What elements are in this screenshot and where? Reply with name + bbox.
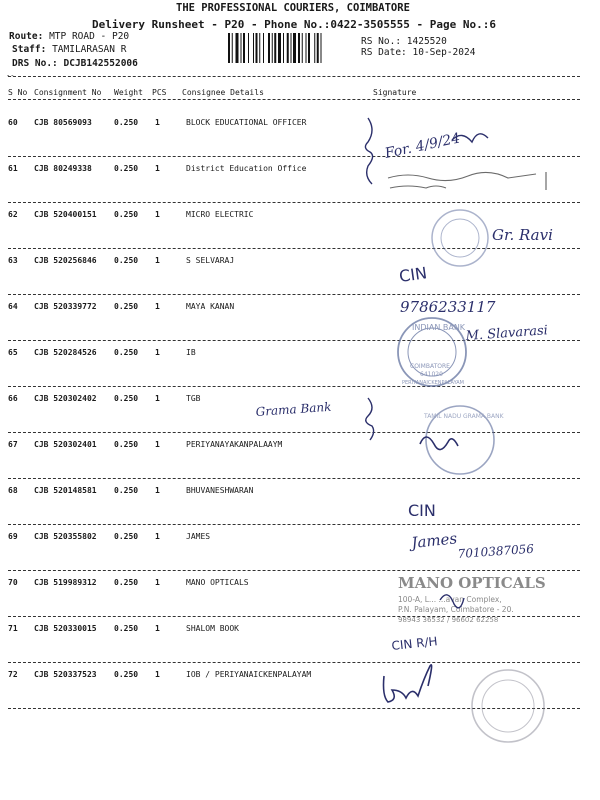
drs-label: DRS No.: bbox=[12, 58, 58, 69]
mano-opticals-stamp-addr2: P.N. Palayam, Coimbatore - 20. bbox=[398, 605, 514, 614]
row-weight: 0.250 bbox=[114, 348, 139, 357]
header-top-rule bbox=[8, 76, 580, 77]
row-pcs: 1 bbox=[155, 532, 160, 541]
row-separator bbox=[8, 202, 580, 203]
row-weight: 0.250 bbox=[114, 118, 139, 127]
row-sno: 68 bbox=[8, 486, 18, 495]
drs-info bbox=[12, 58, 138, 69]
handwriting-row63: CIN bbox=[397, 263, 429, 286]
row-consignment: CJB 520355802 bbox=[34, 532, 97, 541]
barcode-bar bbox=[243, 33, 245, 63]
mano-opticals-stamp-addr1: 100-A, L... ...avan Complex, bbox=[398, 595, 502, 604]
row-consignee: IB bbox=[186, 348, 196, 357]
handwriting-row69-phone: 7010387056 bbox=[457, 541, 535, 561]
indian-bank-stamp-top: INDIAN BANK bbox=[412, 323, 466, 332]
row-consignee: S SELVARAJ bbox=[186, 256, 235, 265]
handwriting-row68: CIN bbox=[408, 501, 436, 520]
row-pcs: 1 bbox=[155, 394, 160, 403]
row-consignment: CJB 520400151 bbox=[34, 210, 97, 219]
barcode-bar bbox=[321, 33, 322, 63]
row-consignment: CJB 519989312 bbox=[34, 578, 97, 587]
staff-info bbox=[12, 44, 126, 55]
runsheet-subtitle: Delivery Runsheet - P20 - Phone No.:0422-3505555 - Page No.:6 bbox=[92, 18, 496, 31]
signature-scribble bbox=[420, 437, 458, 450]
col-header-pcs: PCS bbox=[152, 88, 167, 97]
row-pcs: 1 bbox=[155, 440, 160, 449]
barcode-bar bbox=[248, 33, 249, 63]
col-header-signature: Signature bbox=[373, 88, 417, 97]
row-sno: 71 bbox=[8, 624, 18, 633]
barcode-bar bbox=[241, 33, 242, 63]
row-weight: 0.250 bbox=[114, 670, 139, 679]
row-sno: 62 bbox=[8, 210, 18, 219]
row-consignee: SHALOM BOOK bbox=[186, 624, 239, 633]
barcode-bar bbox=[314, 33, 315, 63]
barcode-bar bbox=[293, 33, 296, 63]
row-weight: 0.250 bbox=[114, 210, 139, 219]
barcode-bar bbox=[291, 33, 292, 63]
row-consignment: CJB 520330015 bbox=[34, 624, 97, 633]
row-pcs: 1 bbox=[155, 164, 160, 173]
bracket-mark bbox=[365, 118, 372, 184]
row-pcs: 1 bbox=[155, 302, 160, 311]
row-consignment: CJB 520337523 bbox=[34, 670, 97, 679]
handwriting-row60: For. 4/9/24 bbox=[383, 130, 462, 162]
row-consignee: JAMES bbox=[186, 532, 211, 541]
handwriting-row69-name: James bbox=[410, 529, 458, 552]
row-pcs: 1 bbox=[155, 624, 160, 633]
row-pcs: 1 bbox=[155, 486, 160, 495]
row-separator bbox=[8, 432, 580, 433]
row-separator bbox=[8, 386, 580, 387]
barcode-bar bbox=[278, 33, 281, 63]
row-consignment: CJB 520339772 bbox=[34, 302, 97, 311]
col-header-consignment: Consignment No bbox=[34, 88, 102, 97]
row-consignment: CJB 520148581 bbox=[34, 486, 97, 495]
barcode-bar bbox=[302, 33, 303, 63]
row-separator bbox=[8, 156, 580, 157]
row-sno: 65 bbox=[8, 348, 18, 357]
barcode-bar bbox=[308, 33, 310, 63]
staff-value: TAMILARASAN R bbox=[52, 44, 127, 55]
barcode-bar bbox=[256, 33, 258, 63]
row-pcs: 1 bbox=[155, 118, 160, 127]
row-consignment: CJB 520302401 bbox=[34, 440, 97, 449]
row-separator bbox=[8, 616, 580, 617]
barcode-bar bbox=[228, 33, 230, 63]
row-consignee: District Education Office bbox=[186, 164, 307, 173]
row-separator bbox=[8, 708, 580, 709]
row-sno: 61 bbox=[8, 164, 18, 173]
row-consignee: BLOCK EDUCATIONAL OFFICER bbox=[186, 118, 307, 127]
row-weight: 0.250 bbox=[114, 624, 139, 633]
row-consignee: MICRO ELECTRIC bbox=[186, 210, 254, 219]
row-sno: 60 bbox=[8, 118, 18, 127]
barcode-bar bbox=[232, 33, 233, 63]
row-separator bbox=[8, 340, 580, 341]
row-consignee: IOB / PERIYANAICKENPALAYAM bbox=[186, 670, 312, 679]
signature-scribble bbox=[390, 186, 446, 188]
row-weight: 0.250 bbox=[114, 578, 139, 587]
row-separator bbox=[8, 248, 580, 249]
barcode-bar bbox=[274, 33, 276, 63]
barcode-bar bbox=[298, 33, 300, 63]
row-weight: 0.250 bbox=[114, 164, 139, 173]
barcode-bar bbox=[236, 33, 239, 63]
barcode-bar bbox=[287, 33, 289, 63]
handwriting-row66: Grama Bank bbox=[255, 399, 332, 419]
handwriting-row62: Gr. Ravi bbox=[492, 226, 553, 244]
barcode-bar bbox=[306, 33, 307, 63]
row-separator bbox=[8, 570, 580, 571]
drs-value: DCJB142552006 bbox=[63, 58, 138, 69]
row-consignee: MANO OPTICALS bbox=[186, 578, 249, 587]
col-header-sno: S No bbox=[8, 88, 28, 97]
row-consignment: CJB 80569093 bbox=[34, 118, 92, 127]
runsheet-title: THE PROFESSIONAL COURIERS, COIMBATORE bbox=[176, 2, 410, 14]
col-header-consignee: Consignee Details bbox=[182, 88, 264, 97]
indian-bank-stamp-pin: 641020 bbox=[420, 371, 443, 378]
barcode-bar bbox=[272, 33, 273, 63]
barcode-bar bbox=[259, 33, 260, 63]
row-weight: 0.250 bbox=[114, 302, 139, 311]
row-consignee: TGB bbox=[186, 394, 201, 403]
row-sno: 66 bbox=[8, 394, 18, 403]
tgb-stamp-text: TAMIL NADU GRAMA BANK bbox=[424, 413, 504, 420]
row-sno: 69 bbox=[8, 532, 18, 541]
barcode-bar bbox=[283, 33, 284, 63]
round-seal-row72 bbox=[472, 670, 544, 742]
handwriting-row71: CIN R/H bbox=[390, 634, 439, 653]
row-pcs: 1 bbox=[155, 348, 160, 357]
rs-date-value: 10-Sep-2024 bbox=[412, 47, 476, 58]
col-header-weight: Weight bbox=[114, 88, 143, 97]
header-bottom-rule bbox=[8, 99, 580, 100]
row-separator bbox=[8, 524, 580, 525]
row-pcs: 1 bbox=[155, 578, 160, 587]
row-consignment: CJB 520302402 bbox=[34, 394, 97, 403]
row-separator bbox=[8, 294, 580, 295]
rs-date-label: RS Date: bbox=[361, 47, 407, 58]
mano-opticals-stamp-name: MANO OPTICALS bbox=[398, 574, 546, 592]
row-pcs: 1 bbox=[155, 210, 160, 219]
staff-label: Staff: bbox=[12, 44, 47, 55]
row-sno: 72 bbox=[8, 670, 18, 679]
row-separator bbox=[8, 478, 580, 479]
indian-bank-stamp bbox=[398, 318, 466, 386]
row-sno: 67 bbox=[8, 440, 18, 449]
row-consignee: BHUVANESHWARAN bbox=[186, 486, 254, 495]
row-separator bbox=[8, 662, 580, 663]
row-consignee: PERIYANAYAKANPALAAYM bbox=[186, 440, 283, 449]
row-weight: 0.250 bbox=[114, 532, 139, 541]
handwriting-row65: M. Slavarasi bbox=[465, 323, 549, 344]
barcode-bar bbox=[253, 33, 254, 63]
tgb-stamp bbox=[423, 406, 505, 474]
row-weight: 0.250 bbox=[114, 486, 139, 495]
row-consignment: CJB 80249338 bbox=[34, 164, 92, 173]
barcode-bar bbox=[317, 33, 319, 63]
indian-bank-stamp-city: COIMBATORE bbox=[410, 363, 450, 370]
row-consignment: CJB 520256846 bbox=[34, 256, 97, 265]
row-sno: 70 bbox=[8, 578, 18, 587]
signature-scribble bbox=[440, 595, 464, 608]
indian-bank-stamp-bottom: PERIYANAICKENPALAYAM bbox=[402, 380, 464, 386]
row-weight: 0.250 bbox=[114, 256, 139, 265]
barcode-bar bbox=[268, 33, 270, 63]
route-label: Route: bbox=[9, 31, 44, 42]
row-weight: 0.250 bbox=[114, 394, 139, 403]
rs-number bbox=[361, 36, 447, 47]
row-weight: 0.250 bbox=[114, 440, 139, 449]
stamp-row62 bbox=[432, 210, 488, 266]
mano-opticals-stamp-phone: 98943 36532 / 96602 62258 bbox=[398, 616, 499, 624]
signature-scribble bbox=[452, 134, 488, 142]
row-consignment: CJB 520284526 bbox=[34, 348, 97, 357]
barcode-bar bbox=[263, 33, 264, 63]
route-value: MTP ROAD - P20 bbox=[49, 31, 130, 42]
row-pcs: 1 bbox=[155, 670, 160, 679]
handwriting-row64: 9786233117 bbox=[400, 298, 496, 316]
rs-number-value: 1425520 bbox=[406, 36, 447, 47]
row-sno: 64 bbox=[8, 302, 18, 311]
row-sno: 63 bbox=[8, 256, 18, 265]
rs-number-label: RS No.: bbox=[361, 36, 402, 47]
bracket-mark bbox=[366, 398, 374, 440]
route-info bbox=[9, 31, 129, 42]
signature-scribble bbox=[384, 665, 432, 702]
row-consignee: MAYA KANAN bbox=[186, 302, 235, 311]
row-pcs: 1 bbox=[155, 256, 160, 265]
barcode-graphic bbox=[228, 33, 353, 63]
signature-scribble bbox=[388, 172, 536, 180]
rs-date bbox=[361, 47, 475, 58]
stray-mark: -- bbox=[6, 72, 15, 80]
